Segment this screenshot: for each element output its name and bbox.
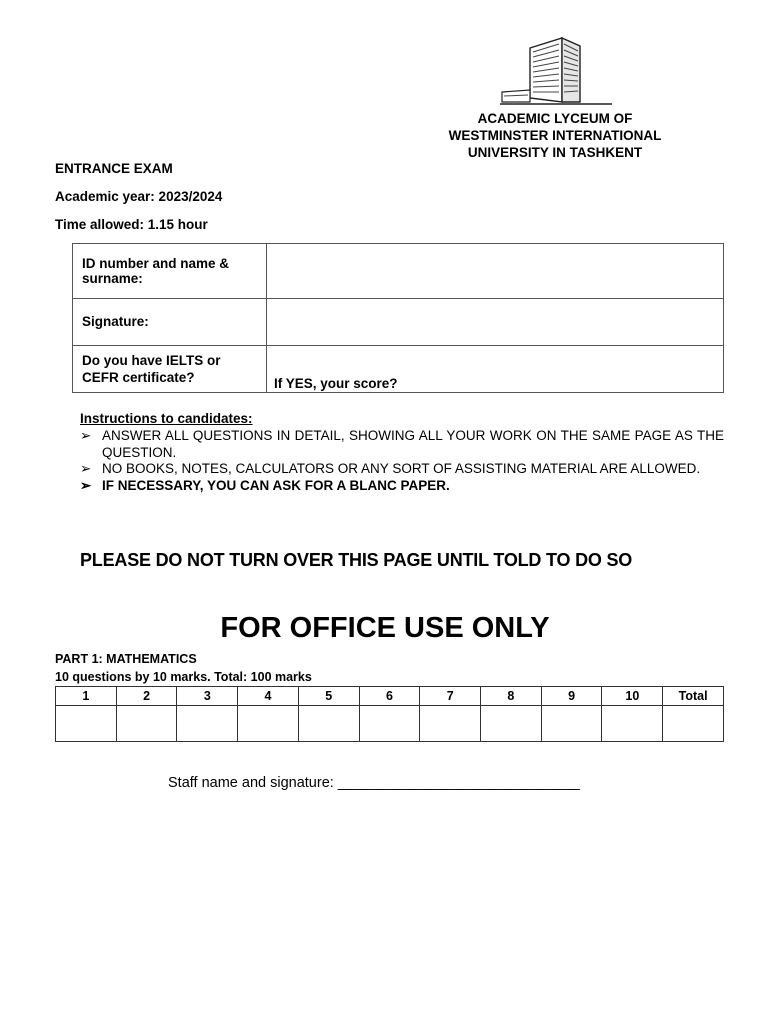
time-allowed: Time allowed: 1.15 hour <box>55 217 208 232</box>
exam-title: ENTRANCE EXAM <box>55 161 173 176</box>
arrow-bullet-icon: ➢ <box>80 478 92 494</box>
institution-line: UNIVERSITY IN TASHKENT <box>467 145 643 160</box>
mark-cell[interactable] <box>177 706 238 742</box>
marks-entry-row <box>56 706 724 742</box>
instruction-item <box>80 461 724 478</box>
id-label-line: ID number and name & <box>82 256 230 271</box>
mark-cell[interactable] <box>116 706 177 742</box>
score-prompt: If YES, your score? <box>274 376 398 391</box>
institution-line: ACADEMIC LYCEUM OF <box>477 111 633 126</box>
ielts-label-line: Do you have IELTS or <box>82 353 221 368</box>
marks-column-header: 10 <box>602 687 663 706</box>
marks-column-header: 7 <box>420 687 481 706</box>
id-label-line: surname: <box>82 271 143 286</box>
academic-year: Academic year: 2023/2024 <box>55 189 223 204</box>
id-row <box>73 244 724 299</box>
institution-line: WESTMINSTER INTERNATIONAL <box>448 128 662 143</box>
building-logo <box>500 34 612 108</box>
marks-table <box>55 686 724 742</box>
marks-column-header: 2 <box>116 687 177 706</box>
instructions-list <box>80 428 724 495</box>
ielts-row <box>73 346 724 393</box>
marks-column-header: 3 <box>177 687 238 706</box>
instructions <box>80 411 724 495</box>
marks-info: 10 questions by 10 marks. Total: 100 marks <box>55 670 312 684</box>
mark-cell[interactable] <box>541 706 602 742</box>
instruction-item <box>80 478 724 495</box>
id-field[interactable] <box>267 244 724 299</box>
arrow-bullet-icon: ➢ <box>80 427 92 443</box>
instructions-title: Instructions to candidates: <box>80 411 253 426</box>
office-use-title: FOR OFFICE USE ONLY <box>220 612 550 644</box>
marks-column-header: 8 <box>481 687 542 706</box>
ielts-score-field[interactable] <box>267 346 724 393</box>
warning-text: PLEASE DO NOT TURN OVER THIS PAGE UNTIL TOLD TO DO SO <box>80 550 633 570</box>
institution-name <box>420 110 690 161</box>
marks-column-header: Total <box>663 687 724 706</box>
marks-column-header: 4 <box>238 687 299 706</box>
part-title: PART 1: MATHEMATICS <box>55 652 197 666</box>
signature-row <box>73 299 724 346</box>
ielts-label-line: CEFR certificate? <box>82 370 195 385</box>
instruction-text: NO BOOKS, NOTES, CALCULATORS OR ANY SORT OF ASSISTING MATERIAL ARE ALLOWED. <box>102 461 701 477</box>
mark-cell[interactable] <box>56 706 117 742</box>
arrow-bullet-icon: ➢ <box>80 461 92 477</box>
staff-signature-line: Staff name and signature: ______________________________ <box>168 775 580 791</box>
marks-column-header: 1 <box>56 687 117 706</box>
marks-column-header: 6 <box>359 687 420 706</box>
mark-cell[interactable] <box>420 706 481 742</box>
instruction-item <box>80 428 724 462</box>
mark-cell[interactable] <box>481 706 542 742</box>
mark-cell[interactable] <box>359 706 420 742</box>
candidate-info-table <box>72 243 724 393</box>
id-label-cell <box>73 244 267 299</box>
ielts-label-cell <box>73 346 267 393</box>
mark-cell[interactable] <box>298 706 359 742</box>
mark-cell[interactable] <box>602 706 663 742</box>
instruction-text: ANSWER ALL QUESTIONS IN DETAIL, SHOWING ALL YOUR WORK ON THE SAME PAGE AS THE QUESTION. <box>102 427 724 460</box>
signature-field[interactable] <box>267 299 724 346</box>
marks-header-row <box>56 687 724 706</box>
marks-column-header: 5 <box>298 687 359 706</box>
signature-label: Signature: <box>73 299 267 346</box>
total-cell[interactable] <box>663 706 724 742</box>
mark-cell[interactable] <box>238 706 299 742</box>
instruction-text: IF NECESSARY, YOU CAN ASK FOR A BLANC PAPER. <box>102 478 450 494</box>
marks-column-header: 9 <box>541 687 602 706</box>
